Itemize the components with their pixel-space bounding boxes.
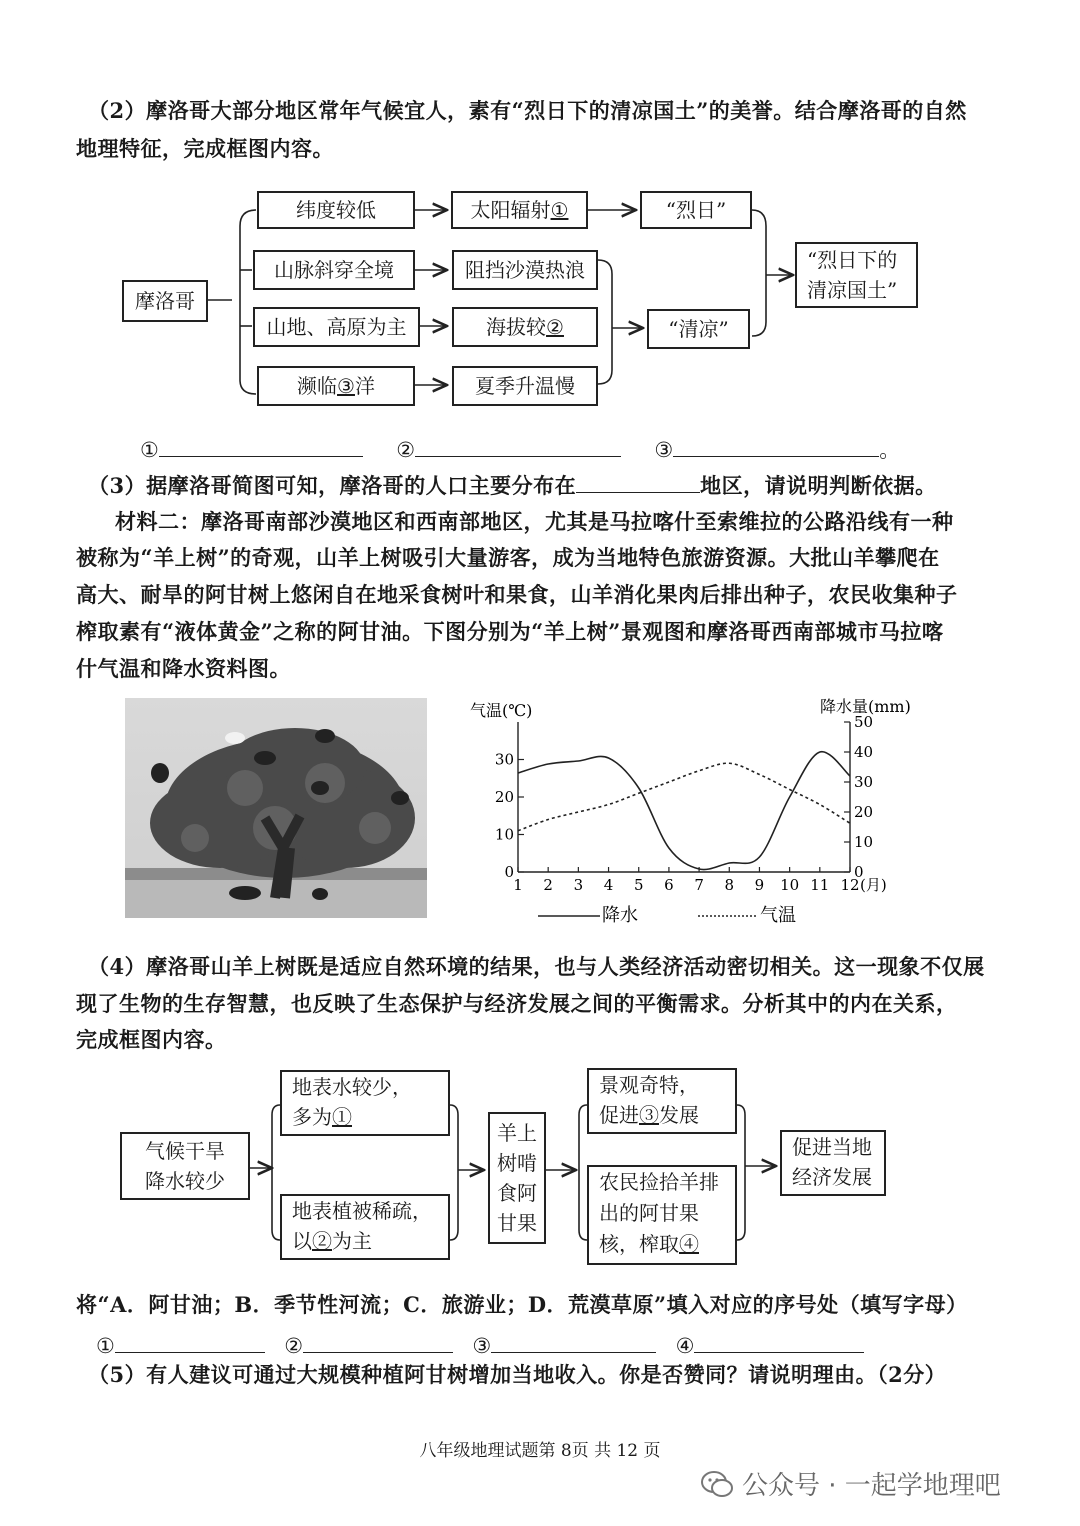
chart-x-tick-label: 2 — [543, 876, 553, 894]
q2-blank-1[interactable] — [159, 434, 363, 457]
q2-final-box — [795, 242, 918, 308]
q4-c-l4: 甘果 — [497, 1211, 537, 1235]
chart-left-tick-label: 10 — [494, 825, 514, 844]
q2-line1: （2）摩洛哥大部分地区常年气候宜人，素有“烈日下的清凉国土”的美誉。结合摩洛哥的自然 — [88, 98, 967, 123]
legend-temp-label: 气温 — [760, 905, 796, 926]
q4-a-l2: 降水较少 — [145, 1169, 225, 1193]
q2-blank-2[interactable] — [415, 434, 621, 457]
q4-scenery-box — [587, 1068, 737, 1134]
q4-vegetation-box — [280, 1194, 450, 1260]
q2-blank-3[interactable] — [673, 434, 879, 457]
q2-result-cool: “清凉” — [647, 309, 750, 349]
q2-mech-summer: 夏季升温慢 — [452, 366, 598, 406]
q3-post: 地区，请说明判断依据。 — [700, 473, 937, 498]
q2-f4-post: 洋 — [354, 374, 375, 398]
q2-factor-terrain: 山地、高原为主 — [253, 307, 420, 347]
chart-x-tick-label: 8 — [724, 876, 735, 894]
q4-line2: 现了生物的生存智慧，也反映了生态保护与经济发展之间的平衡需求。分析其中的内在关系， — [76, 991, 958, 1016]
material2-line5: 什气温和降水资料图。 — [76, 656, 291, 681]
q2-m3-mark: ② — [546, 315, 564, 339]
q5-question: （5）有人建议可通过大规模种植阿甘树增加当地收入。你是否赞同？请说明理由。（2分） — [88, 1362, 947, 1387]
q4-d2-l3-pre: 核，榨取 — [599, 1232, 679, 1256]
goats-in-tree-photo — [125, 698, 427, 918]
watermark — [700, 1465, 1001, 1502]
q2-m1-pre: 太阳辐射 — [470, 198, 551, 222]
material2-line1: 材料二：摩洛哥南部沙漠地区和西南部地区，尤其是马拉喀什至索维拉的公路沿线有一种 — [115, 509, 954, 534]
q4-b1-l2-pre: 多为 — [292, 1105, 332, 1129]
q2-blank-3-label: ③ — [654, 438, 674, 462]
chart-left-tick-label: 20 — [494, 788, 514, 806]
q4-b2-l2-post: 为主 — [332, 1229, 372, 1253]
q2-m3-pre: 海拔较 — [486, 315, 547, 339]
page-footer: 八年级地理试题第 8页 共 12 页 — [419, 1441, 661, 1461]
q4-c-l3: 食阿 — [497, 1181, 537, 1205]
q4-d1-l1: 景观奇特， — [599, 1073, 699, 1097]
q4-d2-mark: ④ — [679, 1232, 699, 1256]
q4-blank-4[interactable] — [694, 1330, 864, 1353]
q3-question — [88, 466, 937, 505]
chart-right-tick-label: 10 — [854, 833, 874, 851]
chart-left-tick-label: 0 — [504, 863, 514, 881]
q2-factor-mountains: 山脉斜穿全境 — [253, 250, 415, 290]
chart-x-unit: (月) — [860, 876, 887, 894]
chart-x-tick-label: 4 — [603, 876, 614, 894]
q4-e-l2: 经济发展 — [792, 1165, 872, 1189]
chart-left-axis-label: 气温(℃) — [470, 701, 533, 720]
chart-x-tick-label: 5 — [633, 876, 644, 894]
chart-x-tick-label: 6 — [664, 876, 674, 894]
q4-blank-4-label: ④ — [675, 1334, 695, 1358]
q4-answer-blanks — [96, 1330, 864, 1358]
q4-c-l2: 树啃 — [497, 1151, 537, 1175]
q4-farmer-box — [587, 1165, 737, 1265]
q2-final-l2: 清凉国土” — [807, 278, 898, 302]
chart-x-tick-label: 10 — [780, 876, 800, 894]
chart-x-tick-label: 3 — [573, 876, 584, 894]
q4-d1-l2-pre: 促进 — [599, 1103, 639, 1127]
q2-end-mark: 。 — [879, 438, 901, 462]
q4-blank-3-label: ③ — [472, 1334, 492, 1358]
q4-d2-l1: 农民捡拾羊排 — [599, 1170, 719, 1194]
q4-b2-l1: 地表植被稀疏， — [292, 1199, 432, 1223]
q4-blank-3[interactable] — [491, 1330, 656, 1353]
q4-c-l1: 羊上 — [497, 1121, 537, 1145]
chart-right-tick-label: 20 — [854, 803, 874, 821]
material2-line3: 高大、耐旱的阿甘树上悠闲自在地采食树叶和果食，山羊消化果肉后排出种子，农民收集种子 — [76, 582, 958, 607]
material2-line2: 被称为“羊上树”的奇观，山羊上树吸引大量游客，成为当地特色旅游资源。大批山羊攀爬在 — [76, 545, 940, 570]
q4-b2-mark: ② — [312, 1229, 332, 1253]
q4-d1-mark: ③ — [639, 1103, 659, 1127]
q4-blank-2[interactable] — [303, 1330, 453, 1353]
chart-right-tick-label: 0 — [854, 863, 864, 881]
climate-chart — [460, 690, 930, 930]
q2-answer-blanks — [140, 434, 900, 464]
q4-goats-eat-box — [488, 1112, 546, 1244]
wechat-icon — [700, 1469, 734, 1499]
q4-b1-l1: 地表水较少， — [292, 1075, 412, 1099]
q4-instruction: 将“A．阿甘油；B．季节性河流；C．旅游业；D．荒漠草原”填入对应的序号处（填写字母） — [76, 1292, 968, 1317]
chart-x-tick-label: 11 — [810, 876, 830, 894]
chart-x-tick-label: 7 — [694, 876, 704, 894]
chart-x-tick-label: 9 — [754, 876, 765, 894]
q2-mech-block-heat: 阻挡沙漠热浪 — [452, 250, 598, 290]
q4-line1: （4）摩洛哥山羊上树既是适应自然环境的结果，也与人类经济活动密切相关。这一现象不仅展 — [88, 954, 985, 979]
q2-line2: 地理特征，完成框图内容。 — [76, 136, 334, 161]
q2-mech-radiation — [451, 191, 588, 229]
material2-line4: 榨取素有“液体黄金”之称的阿甘油。下图分别为“羊上树”景观图和摩洛哥西南部城市马拉喀 — [76, 619, 944, 644]
chart-right-tick-label: 40 — [854, 743, 874, 761]
q2-f4-pre: 濒临 — [297, 374, 338, 398]
q4-d1-l2-post: 发展 — [659, 1103, 699, 1127]
q4-economy-box — [780, 1130, 886, 1196]
q4-line3: 完成框图内容。 — [76, 1027, 227, 1052]
q2-final-l1: “烈日下的 — [807, 248, 898, 272]
q3-blank[interactable] — [576, 466, 700, 493]
chart-x-tick-label: 12 — [840, 876, 860, 894]
temperature-line — [518, 763, 850, 831]
q4-a-l1: 气候干旱 — [145, 1139, 225, 1163]
precipitation-line — [518, 752, 850, 870]
q4-surface-water-box — [280, 1070, 450, 1136]
q2-f4-mark: ③ — [337, 374, 355, 398]
watermark-text: 公众号 · 一起学地理吧 — [742, 1471, 1001, 1501]
q2-m1-mark: ① — [550, 198, 569, 222]
q2-blank-1-label: ① — [140, 438, 159, 462]
q4-e-l1: 促进当地 — [792, 1135, 872, 1159]
chart-x-tick-label: 1 — [513, 876, 523, 894]
q3-pre: （3）据摩洛哥简图可知，摩洛哥的人口主要分布在 — [88, 473, 577, 498]
q2-root-box: 摩洛哥 — [122, 280, 208, 322]
q2-blank-2-label: ② — [396, 438, 416, 462]
q4-blank-1[interactable] — [115, 1330, 265, 1353]
q2-factor-latitude: 纬度较低 — [257, 191, 415, 229]
chart-right-tick-label: 50 — [854, 713, 874, 731]
q2-result-hot-sun: “烈日” — [640, 191, 752, 229]
q2-factor-ocean — [257, 366, 415, 406]
chart-right-axis-label: 降水量(mm) — [820, 697, 911, 716]
chart-right-tick-label: 30 — [854, 773, 874, 791]
q2-mech-altitude — [452, 307, 598, 347]
q4-d2-l2: 出的阿甘果 — [599, 1201, 699, 1225]
q4-climate-box — [120, 1132, 250, 1200]
legend-precip-label: 降水 — [602, 905, 638, 926]
q4-b2-l2-pre: 以 — [292, 1229, 312, 1253]
q4-b1-mark: ① — [332, 1105, 352, 1129]
chart-left-tick-label: 30 — [494, 750, 514, 769]
q4-blank-1-label: ① — [96, 1334, 115, 1358]
q4-blank-2-label: ② — [284, 1334, 304, 1358]
